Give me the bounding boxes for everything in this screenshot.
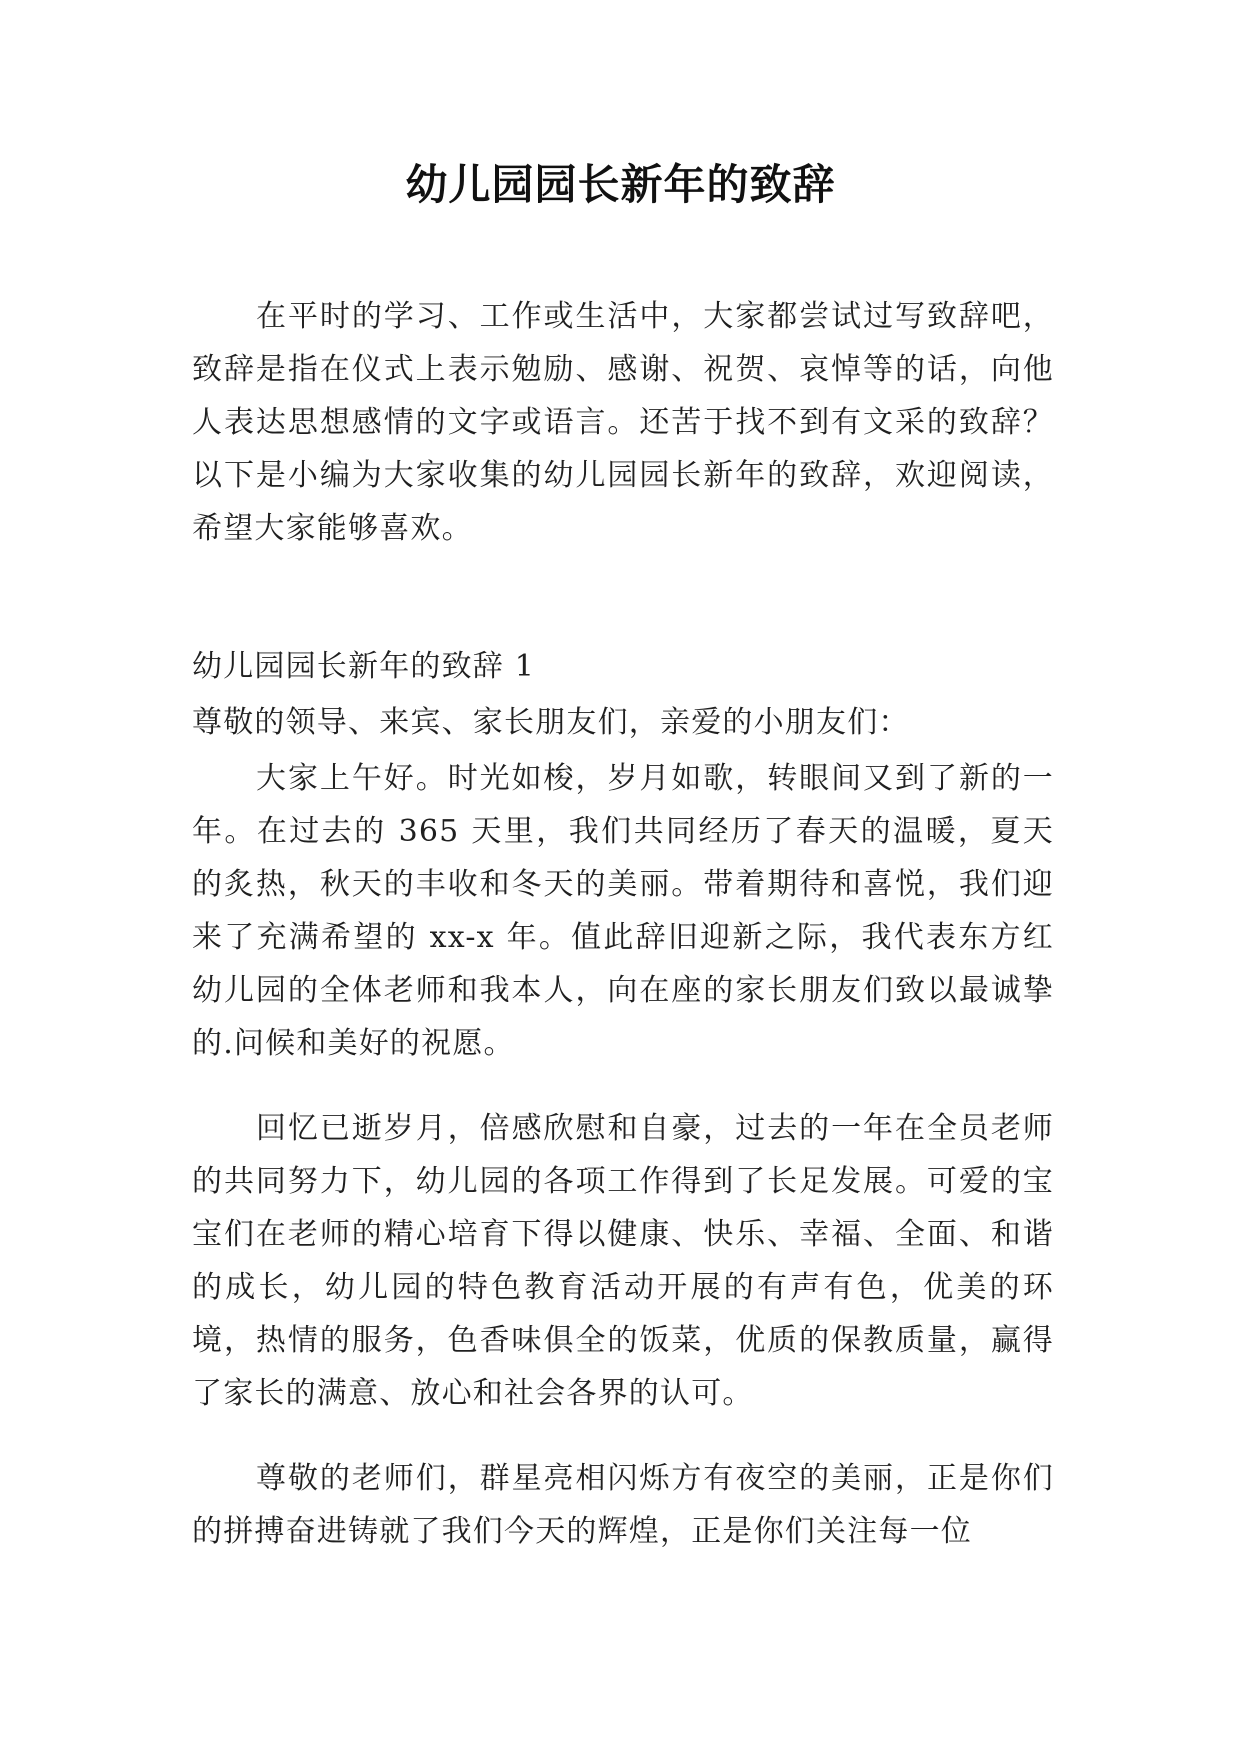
speech-paragraph: 回忆已逝岁月，倍感欣慰和自豪，过去的一年在全员老师的共同努力下，幼儿园的各项工作得到了长足发展。可爱的宝宝们在老师的精心培育下得以健康、快乐、幸福、全面、和谐的成长，幼儿园的特色教育活动开展的有声有色，优美的环境，热情的服务，色香味俱全的饭菜，优质的保教质量，赢得了家长的满意、放心和社会各界的认可。 xyxy=(192,1111,1054,1411)
salutation: 尊敬的领导、来宾、家长朋友们，亲爱的小朋友们： xyxy=(192,705,910,740)
section-heading: 幼儿园园长新年的致辞 1 xyxy=(192,649,536,684)
intro-paragraph: 在平时的学习、工作或生活中，大家都尝试过写致辞吧，致辞是指在仪式上表示勉励、感谢、祝贺、哀悼等的话，向他人表达思想感情的文字或语言。还苦于找不到有文采的致辞？以下是小编为大家收集的幼儿园园长新年的致辞，欢迎阅读，希望大家能够喜欢。 xyxy=(192,299,1054,546)
speech-paragraph: 大家上午好。时光如梭，岁月如歌，转眼间又到了新的一年。在过去的 365 天里，我们共同经历了春天的温暖，夏天的炙热，秋天的丰收和冬天的美丽。带着期待和喜悦，我们迎来了充满希望的 xx-x 年。值此辞旧迎新之际，我代表东方红幼儿园的全体老师和我本人，向在座的家长朋友们致以最诚挚的.问候和美好的祝愿。 xyxy=(192,761,1054,1061)
speech-paragraph: 尊敬的老师们，群星亮相闪烁方有夜空的美丽，正是你们的拼搏奋进铸就了我们今天的辉煌，正是你们关注每一位 xyxy=(192,1461,1054,1549)
document-title: 幼儿园园长新年的致辞 xyxy=(405,160,836,209)
